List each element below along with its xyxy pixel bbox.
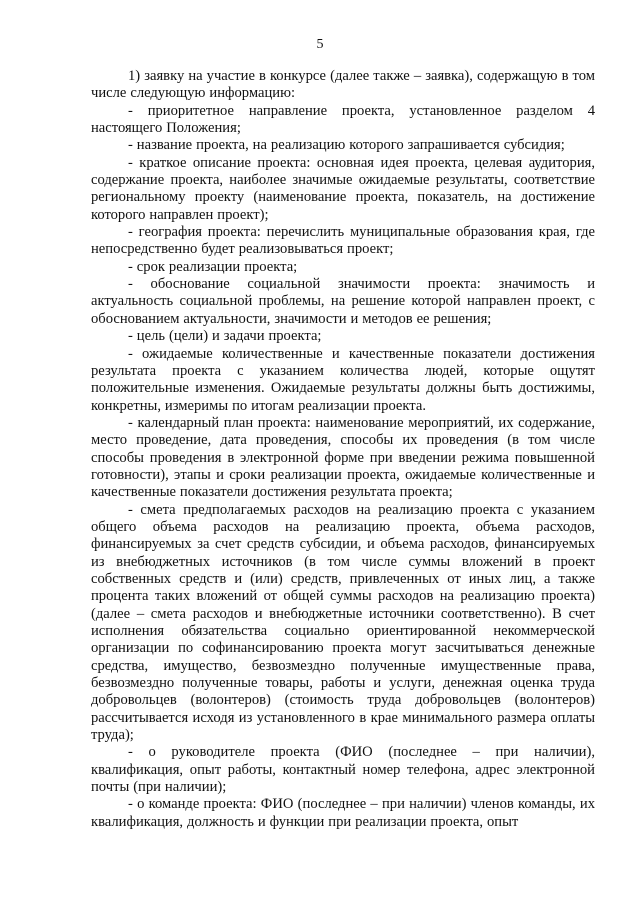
page-number: 5 [316,37,324,52]
paragraph-calendar-plan: - календарный план проекта: наименование мероприятий, их содержание, место проведение, дата проведения, способы их проведения (в том числе способы проведения в электронной форме при введении режима повышенной готовности), этапы и сроки реализации проекта, ожидаемые количественные и качественные показатели достижения результата проекта; [91,414,595,501]
paragraph-project-team: - о команде проекта: ФИО (последнее – при наличии) членов команды, их квалификация, должность и функции при реализации проекта, опыт [91,796,595,830]
document-body [91,68,595,831]
paragraph-geography: - география проекта: перечислить муниципальные образования края, где непосредственно будет реализовываться проект; [91,224,595,258]
paragraph-social-significance: - обоснование социальной значимости проекта: значимость и актуальность социальной проблемы, на решение которой направлен проект, с обоснованием актуальности, значимости и методов ее решения; [91,276,595,327]
paragraph-application: 1) заявку на участие в конкурсе (далее также – заявка), содержащую в том числе следующую информацию: [91,68,595,102]
paragraph-goals: - цель (цели) и задачи проекта; [128,328,322,345]
paragraph-priority-direction: - приоритетное направление проекта, установленное разделом 4 настоящего Положения; [91,102,595,137]
paragraph-project-name: - название проекта, на реализацию которого запрашивается субсидия; [128,137,565,154]
paragraph-expected-results: - ожидаемые количественные и качественные показатели достижения результата проекта с указанием количества людей, которые ощутят положительные изменения. Ожидаемые результаты должны быть достижимы, конкретны, измеримы по итогам реализации проекта. [91,345,595,414]
paragraph-project-leader: - о руководителе проекта (ФИО (последнее – при наличии), квалификация, опыт работы, контактный номер телефона, адрес электронной почты (при наличии); [91,744,595,796]
paragraph-timeframe: - срок реализации проекта; [128,258,298,275]
paragraph-budget: - смета предполагаемых расходов на реализацию проекта с указанием общего объема расходов на реализацию проекта, объема расходов, финансируемых за счет средств субсидии, и объема расходов, финансируемых из внебюджетных источников (в том числе суммы вложений в проект собственных средств и (или) средств, привлеченных от иных лиц, а также процента таких вложений от общей суммы расходов на реализацию проекта) (далее – смета расходов и внебюджетные источники соответственно). В счет исполнения обязательства социально ориентированной некоммерческой организации по софинансированию проекта могут засчитываться денежные средства, имущество, безвозмездно полученные имущественные права, безвозмездно полученные товары, работы и услуги, денежная оценка труда добровольцев (волонтеров) (стоимость труда добровольцев (волонтеров) рассчитывается исходя из установленного в крае минимального размера оплаты труда); [91,501,595,744]
paragraph-short-description: - краткое описание проекта: основная идея проекта, целевая аудитория, содержание проекта, наиболее значимые ожидаемые результаты, соответствие региональному проекту (наименование проекта, показатель, на достижение которого направлен проект); [91,154,595,223]
